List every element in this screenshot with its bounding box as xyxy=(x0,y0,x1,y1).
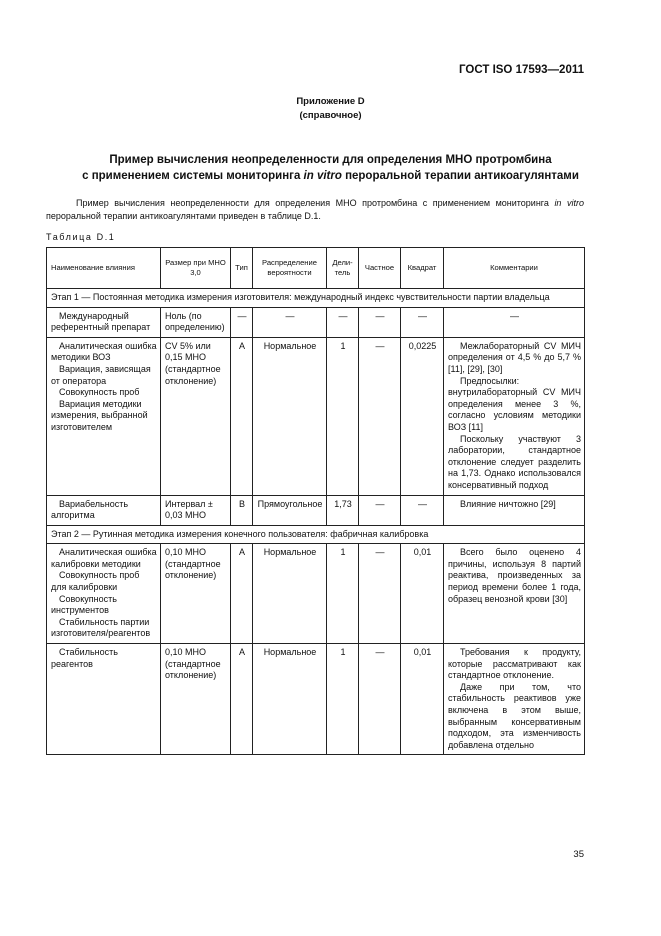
influence-name: Аналитическая ошибка калибровки методики xyxy=(51,547,157,569)
size-cell: Интервал ± 0,03 МНО xyxy=(161,495,231,525)
table-row xyxy=(47,337,585,495)
influence-name-cell xyxy=(47,495,161,525)
col-header-distribution: Распределение вероятности xyxy=(253,248,327,289)
table-row xyxy=(47,544,585,644)
size-cell: Ноль (по определению) xyxy=(161,307,231,337)
influence-name: Вариабельность алгоритма xyxy=(51,498,129,521)
table-caption: Таблица D.1 xyxy=(46,232,116,242)
stage-1-row xyxy=(47,289,585,308)
comment-paragraph: Требования к продукту, которые рассматривают как стандартное отклонение. xyxy=(448,647,581,681)
type-cell: В xyxy=(231,495,253,525)
distribution-cell: — xyxy=(253,307,327,337)
col-header-divisor: Дели-тель xyxy=(327,248,359,289)
col-header-quotient: Частное xyxy=(359,248,401,289)
col-header-size: Размер при МНО 3,0 xyxy=(161,248,231,289)
col-header-comments: Комментарии xyxy=(444,248,585,289)
comment-paragraph: Даже при том, что стабильность реактивов уже включена в этом выше, выбранным консервативным подходом, эта изменчивость добавлена отдельно xyxy=(448,681,581,750)
stage-text: Этап 1 — Постоянная методика измерения изготовителя: международный индекс чувствительности партии владельца xyxy=(47,289,585,308)
type-cell: А xyxy=(231,644,253,755)
influence-name: Совокупность инструментов xyxy=(51,593,117,616)
influence-name: Стабильность партии изготовителя/реагентов xyxy=(51,616,151,639)
square-cell: 0,01 xyxy=(401,544,444,644)
comment-paragraph: Всего было оценено 4 причины, используя 8 партий реактива, произведенных за период времени более 1 года, образец венозной крови [30] xyxy=(448,547,581,604)
square-cell: 0,01 xyxy=(401,644,444,755)
size-cell: 0,10 МНО (стандартное отклонение) xyxy=(161,544,231,644)
comment-paragraph: Влияние ничтожно [29] xyxy=(460,498,556,509)
comment-paragraph: — xyxy=(510,310,519,321)
table-row xyxy=(47,495,585,525)
page-number: 35 xyxy=(573,849,584,860)
influence-name: Аналитическая ошибка методики ВОЗ xyxy=(51,340,157,363)
quotient-cell: — xyxy=(359,307,401,337)
influence-name: Совокупность проб для калибровки xyxy=(51,570,140,593)
distribution-cell: Прямоугольное xyxy=(253,495,327,525)
page-title xyxy=(0,152,661,184)
comments-cell xyxy=(444,644,585,755)
col-header-name: Наименование влияния xyxy=(47,248,161,289)
influence-name: Совокупность проб xyxy=(59,387,140,398)
table-row xyxy=(47,644,585,755)
influence-name-cell xyxy=(47,644,161,755)
influence-name: Международный референтный препарат xyxy=(51,310,151,333)
appendix-label: Приложение D xyxy=(296,96,365,107)
influence-name-cell xyxy=(47,337,161,495)
influence-name: Стабильность реагентов xyxy=(51,647,118,669)
title-line-2: с применением системы мониторинга in vitro пероральной терапии антикоагулянтами xyxy=(82,170,579,182)
influence-name: Вариация методики измерения, выбранной изготовителем xyxy=(51,398,148,432)
appendix-heading xyxy=(0,95,661,123)
influence-name: Вариация, зависящая от оператора xyxy=(51,363,151,386)
divisor-cell: 1,73 xyxy=(327,495,359,525)
size-cell: CV 5% или 0,15 МНО (стандартное отклонение) xyxy=(161,337,231,495)
comment-paragraph: Поскольку участвуют 3 лаборатории, стандартное отклонение следует разделить на 1,73. Однако использовался консервативный подход xyxy=(448,433,581,490)
distribution-cell: Нормальное xyxy=(253,644,327,755)
comments-cell xyxy=(444,337,585,495)
col-header-square: Квадрат xyxy=(401,248,444,289)
type-cell: — xyxy=(231,307,253,337)
uncertainty-table xyxy=(46,247,585,755)
quotient-cell: — xyxy=(359,644,401,755)
comments-cell xyxy=(444,307,585,337)
quotient-cell: — xyxy=(359,495,401,525)
comment-paragraph: Предпосылки: внутрилабораторный CV МИЧ определения менее 3 %, согласно условиям методики ВОЗ [11] xyxy=(448,375,581,432)
standard-number: ГОСТ ISO 17593—2011 xyxy=(459,64,584,76)
comments-cell xyxy=(444,544,585,644)
comments-cell xyxy=(444,495,585,525)
table-header-row xyxy=(47,248,585,289)
influence-name-cell xyxy=(47,307,161,337)
table-row xyxy=(47,307,585,337)
square-cell: — xyxy=(401,307,444,337)
quotient-cell: — xyxy=(359,337,401,495)
square-cell: 0,0225 xyxy=(401,337,444,495)
appendix-note: (справочное) xyxy=(299,110,362,121)
divisor-cell: 1 xyxy=(327,337,359,495)
type-cell: А xyxy=(231,337,253,495)
col-header-type: Тип xyxy=(231,248,253,289)
divisor-cell: — xyxy=(327,307,359,337)
size-cell: 0,10 МНО (стандартное отклонение) xyxy=(161,644,231,755)
quotient-cell: — xyxy=(359,544,401,644)
distribution-cell: Нормальное xyxy=(253,337,327,495)
title-line-1: Пример вычисления неопределенности для определения МНО протромбина xyxy=(109,154,552,166)
square-cell: — xyxy=(401,495,444,525)
distribution-cell: Нормальное xyxy=(253,544,327,644)
intro-paragraph: Пример вычисления неопределенности для определения МНО протромбина с применением мониторинга in vitro пероральной терапии антикоагулянтами приведен в таблице D.1. xyxy=(46,198,584,221)
stage-2-row xyxy=(47,525,585,544)
influence-name-cell xyxy=(47,544,161,644)
divisor-cell: 1 xyxy=(327,544,359,644)
divisor-cell: 1 xyxy=(327,644,359,755)
comment-paragraph: Межлабораторный CV МИЧ определения от 4,5 % до 5,7 % [11], [29], [30] xyxy=(448,340,581,374)
stage-text: Этап 2 — Рутинная методика измерения конечного пользователя: фабричная калибровка xyxy=(47,525,585,544)
type-cell: А xyxy=(231,544,253,644)
